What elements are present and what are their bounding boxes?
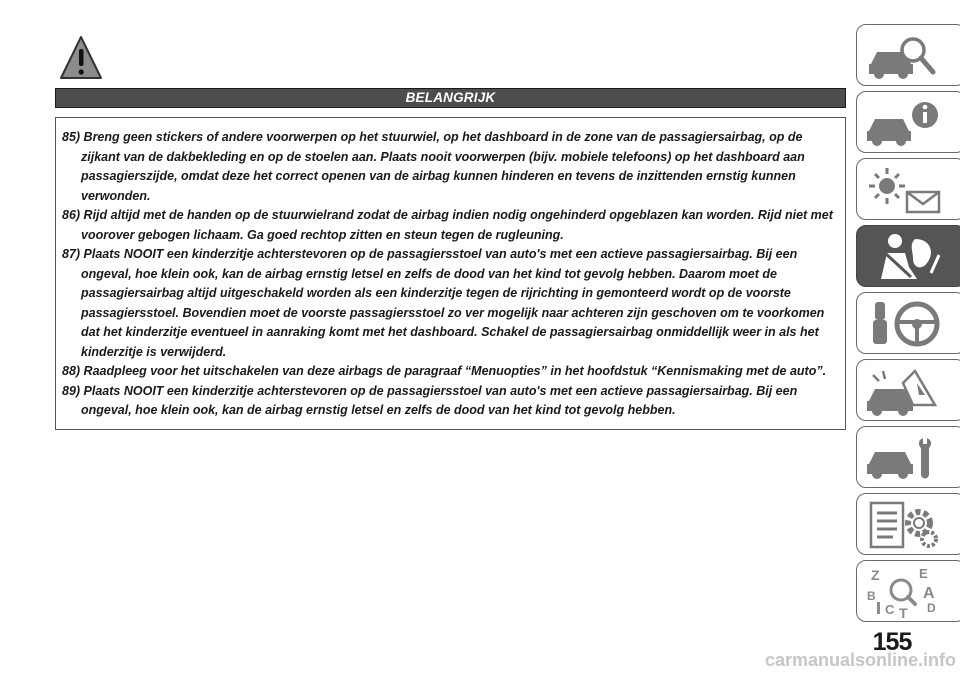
warning-triangle-icon — [58, 34, 104, 82]
letter-d: D — [927, 601, 936, 615]
letter-t: T — [899, 605, 908, 618]
tab-car-accident[interactable] — [856, 359, 960, 421]
note-87: 87) Plaats NOOIT een kinderzitje achterstevoren op de passagiersstoel van auto's met een actieve passagiersairbag. Bij een ongeval, hoe klein ook, kan de airbag ernstig letsel en zelfs de dood van het kind tot gevolg hebben. Daarom moet de passagiersairbag altijd uitgeschakeld worden als een kinderzitje tegen de rijrichting in gemonteerd wordt op de voorste passagiersstoel. Bovendien moet de voorste passagiersstoel zo ver mogelijk naar achteren zijn geschoven om te voorkomen dat het kinderzitje eventueel in aanraking komt met het dashboard. Schakel de passagiersairbag onmiddellijk weer in als het kinderzitje is verwijderd. — [62, 247, 825, 359]
tab-warning-lights[interactable] — [856, 158, 960, 220]
letter-e: E — [919, 566, 928, 581]
tab-car-search[interactable] — [856, 24, 960, 86]
car-wrench-icon — [865, 432, 945, 484]
tab-alphabetical-index[interactable] — [856, 560, 960, 622]
tab-car-wrench[interactable] — [856, 426, 960, 488]
letter-c: C — [885, 602, 895, 617]
warning-notes-box — [55, 117, 846, 430]
tab-seatbelt-airbag[interactable] — [856, 225, 960, 287]
seatbelt-airbag-icon — [865, 231, 945, 283]
letter-a: A — [923, 585, 935, 602]
chapter-tabs — [856, 22, 960, 622]
note-86: 86) Rijd altijd met de handen op de stuurwielrand zodat de airbag indien nodig ongehinderd opgeblazen kan worden. Rijd niet met voorover gebogen lichaam. Ga goed rechtop zitten en steun tegen de rugleuning. — [62, 208, 833, 242]
note-88: 88) Raadpleeg voor het uitschakelen van deze airbags de paragraaf “Menuopties” in het hoofdstuk “Kennismaking met de auto”. — [62, 364, 827, 378]
note-89: 89) Plaats NOOIT een kinderzitje achterstevoren op de passagiersstoel van auto's met een actieve passagiersairbag. Bij een ongeval, hoe klein ook, kan de airbag ernstig letsel en zelfs de dood van het kind tot gevolg hebben. — [62, 383, 798, 417]
tab-key-steering[interactable] — [856, 292, 960, 354]
watermark: carmanualsonline.info — [764, 650, 956, 670]
key-steering-wheel-icon — [865, 298, 945, 350]
page-number: 155 — [872, 628, 912, 656]
letter-b: B — [867, 589, 876, 603]
specifications-gear-icon — [865, 499, 945, 551]
car-info-icon — [865, 97, 945, 149]
important-banner — [55, 88, 846, 108]
banner-title: BELANGRIJK — [405, 90, 496, 105]
car-search-icon — [865, 30, 945, 82]
tab-car-info[interactable] — [856, 91, 960, 153]
alphabetical-index-icon — [865, 566, 945, 618]
warning-lights-icon — [865, 164, 945, 216]
note-85: 85) Breng geen stickers of andere voorwerpen op het stuurwiel, op het dashboard in de zone van de passagiersairbag, op de zijkant van de dakbekleding en op de stoelen aan. Plaats nooit voorwerpen (bijv. mobiele telefoons) op het dashboard aan passagierszijde, omdat deze het correct openen van de airbag kunnen hinderen en tevens de inzittenden ernstig kunnen verwonden. — [62, 130, 805, 203]
tab-specifications[interactable] — [856, 493, 960, 555]
car-accident-icon — [865, 365, 945, 417]
letter-z: Z — [871, 567, 880, 583]
